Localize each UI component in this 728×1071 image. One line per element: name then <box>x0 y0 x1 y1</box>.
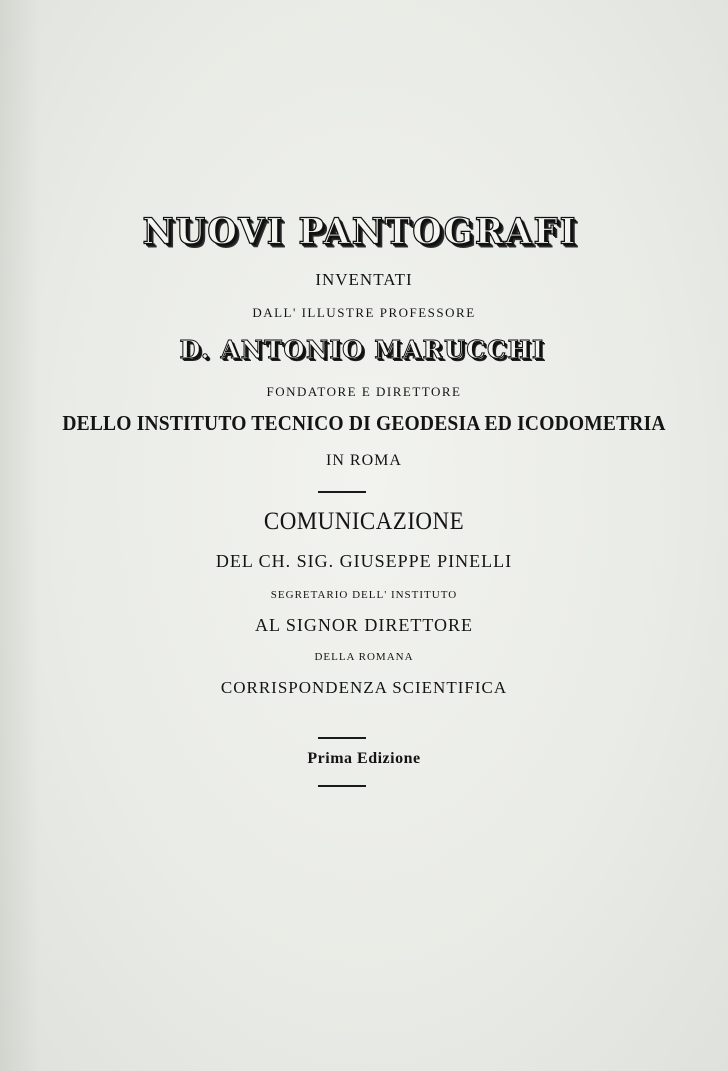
recipient-line: AL SIGNOR DIRETTORE <box>255 615 473 635</box>
edition-label: Prima Edizione <box>307 750 421 767</box>
recipient-org: CORRISPONDENZA SCIENTIFICA <box>220 678 508 697</box>
city-line: IN ROMA <box>326 452 402 469</box>
divider-rule <box>318 785 366 787</box>
divider-rule <box>318 737 366 739</box>
by-line: DALL' ILLUSTRE PROFESSORE <box>252 305 476 320</box>
author-role: FONDATORE E DIRETTORE <box>266 384 462 399</box>
communication-author-role: SEGRETARIO DELL' INSTITUTO <box>270 589 458 601</box>
main-title: NUOVI PANTOGRAFI <box>142 211 578 253</box>
institute-name: DELLO INSTITUTO TECNICO DI GEODESIA ED ICODOMETRIA <box>62 411 666 435</box>
communication-author: DEL CH. SIG. GIUSEPPE PINELLI <box>215 551 513 571</box>
communication-heading: COMUNICAZIONE <box>263 508 465 535</box>
divider-rule <box>318 491 366 493</box>
author-name: D. ANTONIO MARUCCHI <box>179 335 545 364</box>
inventati-line: INVENTATI <box>315 270 413 289</box>
recipient-org-prefix: DELLA ROMANA <box>314 651 414 663</box>
